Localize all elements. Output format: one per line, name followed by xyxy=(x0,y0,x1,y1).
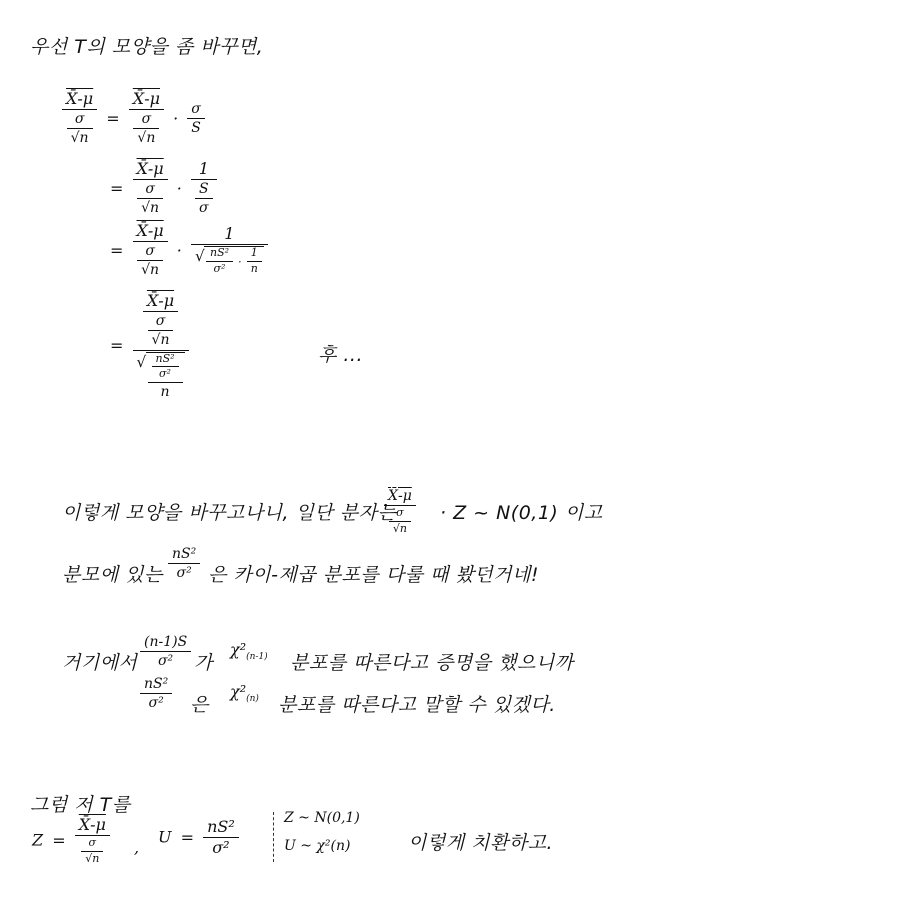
chi-square-n: $\chi^2_{(n)}$ xyxy=(230,682,259,705)
n: n xyxy=(250,261,258,275)
numerator: X̄-μ xyxy=(136,221,164,240)
equation-line-4: = $\frac{X̄-\mu}{\frac{\sigma}{√n}}$ √ $\frac{\frac{\text{nS²}}{\text{σ²}}}{n}$ xyxy=(106,292,189,400)
z-distribution: Z ~ N(0,1) xyxy=(284,810,360,826)
n-minus-1-s-over-sigma2: $\frac{(n-1)S}{\text{σ²}}$ xyxy=(140,634,191,669)
conclusion-text: 분포를 따른다고 말할 수 있겠다. xyxy=(278,694,556,716)
after-note: 후 ... xyxy=(318,344,364,366)
sqrt-n: √n xyxy=(137,130,156,147)
ns2-over-sigma2-second: $\frac{\text{nS²}}{\text{σ²}}$ xyxy=(140,676,172,711)
equation-line-1 xyxy=(62,90,205,147)
sqrt-n: √n xyxy=(141,262,160,279)
denominator-explanation: 분모에 있는 xyxy=(62,564,163,586)
z-definition: Z = $\frac{X̄-\mu}{\frac{\sigma}{√n}}$ xyxy=(32,816,110,866)
particle-ga: 가 xyxy=(194,652,213,674)
dot-operator: · xyxy=(238,255,242,269)
dot-operator: · xyxy=(176,178,182,198)
proof-reference-lead: 거기에서 xyxy=(62,652,138,674)
sigma: σ xyxy=(199,200,209,217)
numerator: X̄-μ xyxy=(66,89,94,108)
sigma: σ xyxy=(155,313,166,330)
dot-operator: · xyxy=(173,108,179,128)
sigma-squared: σ² xyxy=(213,261,226,275)
equation-line-3: = $\frac{X̄-\mu}{\frac{\sigma}{√n}}$ · 1 √ $\frac{\text{nS²}}{\text{σ²}}$ · $\frac{1}{n}$ xyxy=(106,222,268,279)
substitution-note: 이렇게 치환하고. xyxy=(408,832,554,854)
equals-sign: = xyxy=(110,178,124,198)
one: 1 xyxy=(198,159,209,178)
ns2-over-sigma2: $\frac{\text{nS²}}{\text{σ²}}$ xyxy=(168,546,200,581)
final-heading: 그럼 저 T를 xyxy=(30,794,131,816)
intro-text: 우선 T의 모양을 좀 바꾸면, xyxy=(30,36,264,58)
sigma: σ xyxy=(191,100,201,117)
ns-squared: nS² xyxy=(155,351,175,365)
sigma: σ xyxy=(74,111,85,128)
sqrt-n: √n xyxy=(70,130,89,147)
chi-square-reference: 은 카이-제곱 분포를 다룰 때 봤던거네! xyxy=(208,564,539,586)
s: S xyxy=(198,181,209,198)
numerator: X̄-μ xyxy=(136,159,164,178)
equals-sign: = xyxy=(110,240,124,260)
equals-sign: = xyxy=(106,108,120,128)
comma: , xyxy=(134,838,140,857)
numerator: X̄-μ xyxy=(132,89,160,108)
proof-reference-tail: 분포를 따른다고 증명을 했으니까 xyxy=(290,652,574,674)
n: n xyxy=(160,383,170,400)
sigma-squared: σ² xyxy=(159,367,171,381)
sigma: σ xyxy=(145,181,155,198)
numerator: X̄-μ xyxy=(146,291,175,310)
numerator-fraction: $\frac{X̄-\mu}{\frac{\sigma}{√n}}$ xyxy=(384,488,416,535)
ns-squared: nS² xyxy=(209,246,230,260)
sigma: σ xyxy=(141,111,152,128)
s: S xyxy=(191,119,201,136)
z-distribution-text: · Z ~ N(0,1) 이고 xyxy=(440,502,603,524)
sigma: σ xyxy=(145,243,155,260)
particle-eun: 은 xyxy=(190,694,209,716)
numerator-explanation: 이렇게 모양을 바꾸고나니, 일단 분자는 xyxy=(62,502,397,524)
equation-line-2 xyxy=(106,160,217,217)
one: 1 xyxy=(250,246,258,260)
dot-operator: · xyxy=(176,240,182,260)
equals-sign: = xyxy=(110,336,124,356)
u-distribution: U ~ χ²(n) xyxy=(284,838,351,854)
sqrt-n: √n xyxy=(151,332,170,349)
one: 1 xyxy=(224,223,235,243)
dashed-divider xyxy=(273,812,274,862)
sqrt-n: √n xyxy=(141,200,160,217)
chi-square-n-minus-1: $\chi^2_{(n-1)}$ xyxy=(230,640,268,663)
u-definition: U = $\frac{\text{nS²}}{\text{σ²}}$ xyxy=(158,818,239,858)
